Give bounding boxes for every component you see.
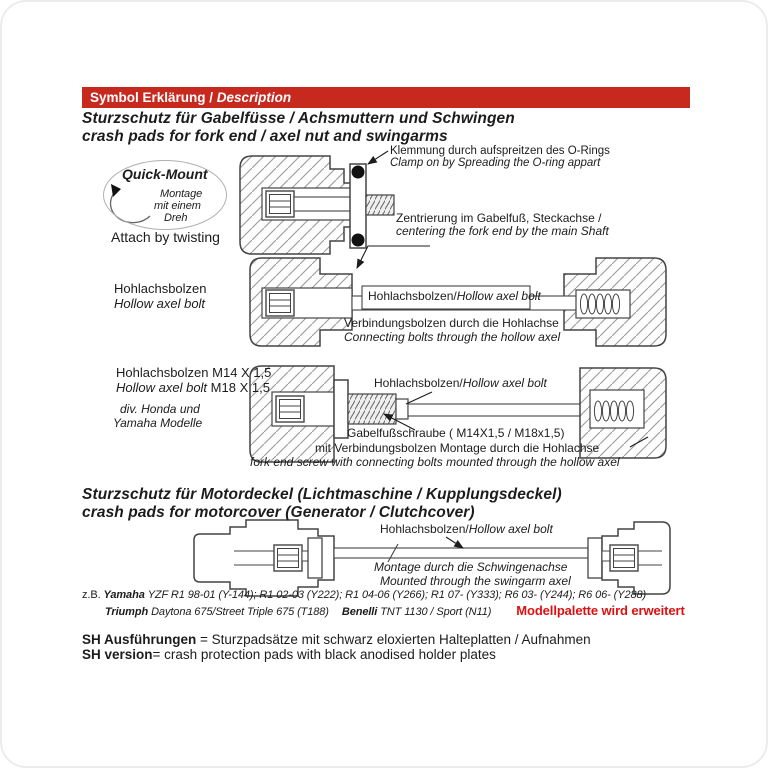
section-header-bar bbox=[82, 87, 690, 108]
sh-note-en bbox=[82, 647, 496, 663]
m14-label-en bbox=[116, 381, 270, 396]
header-title-de: Symbol Erklärung bbox=[90, 90, 206, 105]
cover-bolt-label bbox=[380, 523, 553, 537]
model-prefix: z.B. bbox=[82, 589, 101, 601]
sh-label-de: SH Ausführungen bbox=[82, 632, 197, 647]
sh-note-de bbox=[82, 632, 591, 648]
m14-bolt-label-en: Hollow axel bolt bbox=[462, 376, 547, 390]
quick-mount-line2: mit einem bbox=[154, 200, 201, 212]
mount-note-de: Montage durch die Schwingenachse bbox=[374, 560, 568, 574]
clamp-note-de: Klemmung durch aufspreitzen des O-Rings bbox=[390, 145, 610, 157]
clamp-leader-arrow bbox=[368, 151, 388, 164]
m14-size-en: M18 X 1,5 bbox=[210, 380, 270, 395]
cover-heading-en: crash pads for motorcover (Generator / Clutchcover) bbox=[82, 504, 475, 521]
m14-bolt-label-de: Hohlachsbolzen/ bbox=[374, 376, 463, 390]
hollow-label-en: Hollow axel bolt bbox=[114, 296, 206, 311]
header-title-en: Description bbox=[216, 90, 292, 105]
m14-label-de bbox=[116, 366, 271, 381]
header-separator: / bbox=[205, 90, 217, 105]
m14-bolt-label bbox=[374, 377, 547, 391]
hollow-bolt-label bbox=[368, 290, 541, 304]
hollow-bolt-label-en: Hollow axel bolt bbox=[456, 289, 541, 303]
m14-models-line2: Yamaha Modelle bbox=[113, 416, 203, 430]
model-expansion-note: Modellpalette wird erweitert bbox=[516, 603, 685, 618]
brand-yamaha: Yamaha bbox=[103, 589, 145, 601]
bolt-label-leader bbox=[406, 392, 432, 404]
o-ring-bottom bbox=[352, 234, 365, 247]
sh-text-de: = Sturzpadsätze mit schwarz eloxierten Halteplatten / Aufnahmen bbox=[196, 632, 591, 647]
triumph-model-list: Daytona 675/Street Triple 675 (T188) bbox=[151, 606, 329, 618]
screw-note-de: mit Verbindungsbolzen Montage durch die Hohlachse bbox=[315, 441, 600, 455]
yamaha-model-list: YZF R1 98-01 (Y-144); R1 02-03 (Y222); R1 04-06 (Y266); R1 07- (Y333); R6 03- (Y244); R6 06- (Y288) bbox=[147, 589, 647, 601]
cover-bolt-label-de: Hohlachsbolzen/ bbox=[380, 522, 469, 536]
centering-note-en: centering the fork end by the main Shaft bbox=[396, 224, 609, 238]
screw-label: Gabelfußschraube ( M14X1,5 / M18x1,5) bbox=[347, 426, 565, 440]
quick-mount-line3: Dreh bbox=[164, 212, 188, 224]
fork-flange bbox=[334, 380, 348, 438]
o-ring-top bbox=[352, 166, 365, 179]
cover-flange-right bbox=[588, 538, 602, 578]
cover-flange-left bbox=[308, 538, 322, 578]
m14-models-line1: div. Honda und bbox=[120, 402, 200, 416]
m14-size-de: M14 X 1,5 bbox=[212, 365, 272, 380]
m14-label-en-text: Hollow axel bolt bbox=[116, 380, 208, 395]
mount-note-en: Mounted through the swingarm axel bbox=[380, 574, 571, 588]
hollow-label-de: Hohlachsbolzen bbox=[114, 281, 207, 296]
model-list-line2 bbox=[105, 604, 685, 619]
model-list-line1 bbox=[82, 589, 646, 602]
bolt-head bbox=[610, 545, 638, 571]
bolt-head bbox=[274, 545, 302, 571]
quick-mount-line1: Montage bbox=[160, 188, 203, 200]
screw-note-en: fork end screw with connecting bolts mounted through the hollow axel bbox=[250, 455, 620, 469]
brand-triumph: Triumph bbox=[105, 606, 149, 618]
bolt-head bbox=[266, 290, 294, 316]
fork-heading-en: crash pads for fork end / axel nut and swingarms bbox=[82, 128, 448, 145]
cover-heading-de: Sturzschutz für Motordeckel (Lichtmaschine / Kupplungsdeckel) bbox=[82, 486, 562, 503]
m14-label-de-text: Hohlachsbolzen bbox=[116, 365, 209, 380]
benelli-model-list: TNT 1130 / Sport (N11) bbox=[380, 606, 492, 618]
brand-benelli: Benelli bbox=[341, 606, 378, 618]
centering-note-de: Zentrierung im Gabelfuß, Steckachse / bbox=[396, 211, 602, 225]
fork-heading-de: Sturzschutz für Gabelfüsse / Achsmuttern und Schwingen bbox=[82, 110, 515, 127]
cover-bolt-leader-arrow bbox=[446, 537, 463, 548]
connect-note-en: Connecting bolts through the hollow axel bbox=[344, 330, 561, 344]
quick-mount-title: Quick-Mount bbox=[122, 166, 208, 182]
sh-text-en: = crash protection pads with black anodised holder plates bbox=[152, 647, 496, 662]
bolt-head bbox=[266, 191, 294, 217]
bolt-head bbox=[276, 396, 304, 422]
sh-label-en: SH version bbox=[82, 647, 153, 662]
cover-bolt-label-en: Hollow axel bolt bbox=[468, 522, 553, 536]
threaded-screw bbox=[348, 394, 396, 424]
clamp-note-en: Clamp on by Spreading the O-ring appart bbox=[390, 157, 601, 169]
centering-leader-arrow bbox=[357, 246, 430, 268]
hollow-bolt-label-de: Hohlachsbolzen/ bbox=[368, 289, 457, 303]
quick-mount-caption: Attach by twisting bbox=[111, 229, 220, 245]
connect-note-de: Verbindungsbolzen durch die Hohlachse bbox=[344, 316, 559, 330]
